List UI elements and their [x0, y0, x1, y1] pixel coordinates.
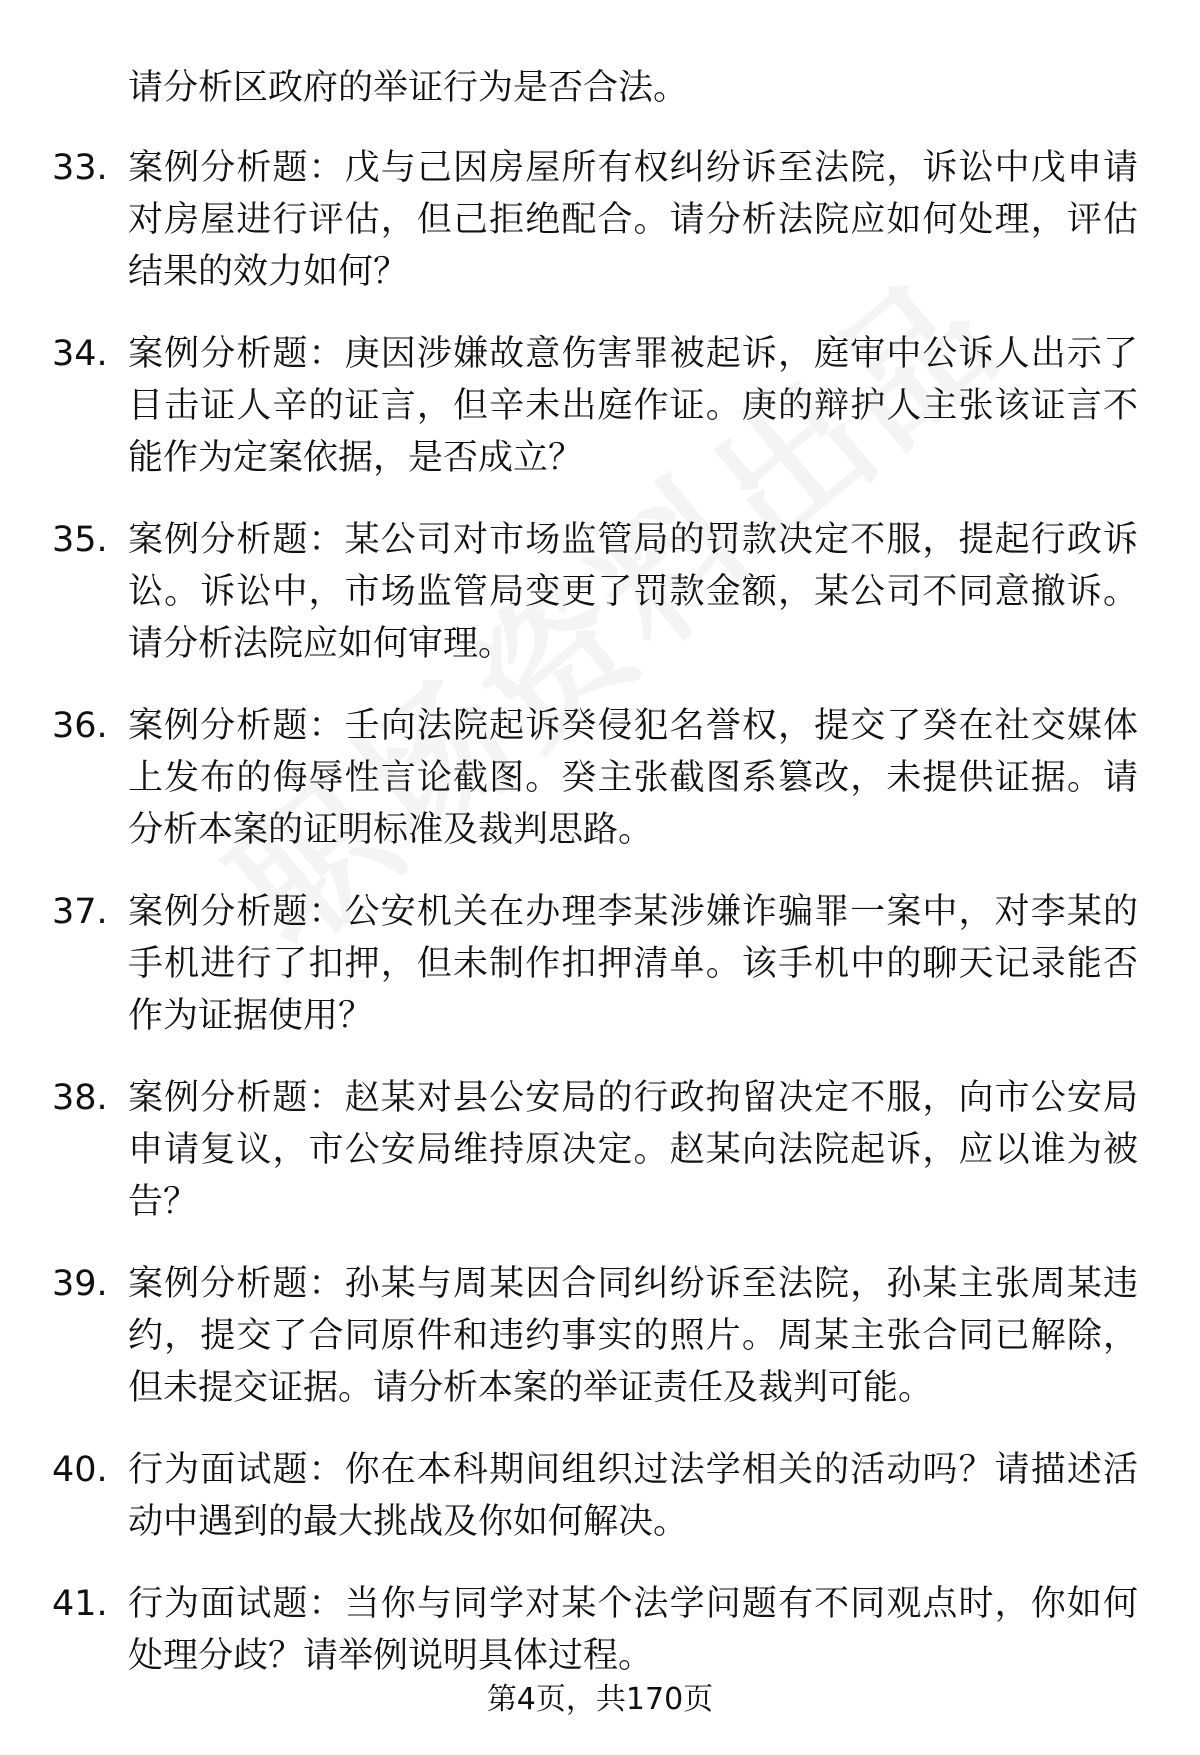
question-number: 37. — [52, 892, 108, 932]
question-text: 行为面试题：当你与同学对某个法学问题有不同观点时，你如何处理分歧？请举例说明具体过程。 — [128, 1584, 1138, 1676]
question-text: 案例分析题：壬向法院起诉癸侵犯名誉权，提交了癸在社交媒体上发布的侮辱性言论截图。癸主张截图系篡改，未提供证据。请分析本案的证明标准及裁判思路。 — [128, 706, 1138, 850]
page-footer: 第4页，共170页 — [486, 1682, 714, 1717]
question-text: 案例分析题：某公司对市场监管局的罚款决定不服，提起行政诉讼。诉讼中，市场监管局变更了罚款金额，某公司不同意撤诉。请分析法院应如何审理。 — [128, 520, 1138, 664]
intro-line: 请分析区政府的举证行为是否合法。 — [128, 68, 689, 108]
question-number: 35. — [52, 520, 108, 560]
question-text: 案例分析题：孙某与周某因合同纠纷诉至法院，孙某主张周某违约，提交了合同原件和违约事实的照片。周某主张合同已解除，但未提交证据。请分析本案的举证责任及裁判可能。 — [128, 1264, 1138, 1408]
question-number: 41. — [52, 1584, 108, 1624]
question-item-35 — [0, 514, 1200, 670]
question-text: 案例分析题：戊与己因房屋所有权纠纷诉至法院，诉讼中戊申请对房屋进行评估，但己拒绝配合。请分析法院应如何处理，评估结果的效力如何？ — [128, 148, 1138, 292]
question-number: 38. — [52, 1078, 108, 1118]
question-item-34 — [0, 328, 1200, 484]
question-item-39 — [0, 1258, 1200, 1414]
question-number: 36. — [52, 706, 108, 746]
question-list — [0, 142, 1200, 1712]
question-text: 案例分析题：庚因涉嫌故意伤害罪被起诉，庭审中公诉人出示了目击证人辛的证言，但辛未出庭作证。庚的辩护人主张该证言不能作为定案依据，是否成立？ — [128, 334, 1138, 478]
question-item-36 — [0, 700, 1200, 856]
question-number: 40. — [52, 1450, 108, 1490]
question-text: 案例分析题：公安机关在办理李某涉嫌诈骗罪一案中，对李某的手机进行了扣押，但未制作扣押清单。该手机中的聊天记录能否作为证据使用？ — [128, 892, 1138, 1036]
question-text: 行为面试题：你在本科期间组织过法学相关的活动吗？请描述活动中遇到的最大挑战及你如何解决。 — [128, 1450, 1138, 1542]
question-item-37 — [0, 886, 1200, 1042]
question-number: 34. — [52, 334, 108, 374]
question-text: 案例分析题：赵某对县公安局的行政拘留决定不服，向市公安局申请复议，市公安局维持原决定。赵某向法院起诉，应以谁为被告？ — [128, 1078, 1138, 1222]
question-item-38 — [0, 1072, 1200, 1228]
question-item-33 — [0, 142, 1200, 298]
question-number: 39. — [52, 1264, 108, 1304]
question-item-41 — [0, 1578, 1200, 1682]
question-number: 33. — [52, 148, 108, 188]
question-item-40 — [0, 1444, 1200, 1548]
